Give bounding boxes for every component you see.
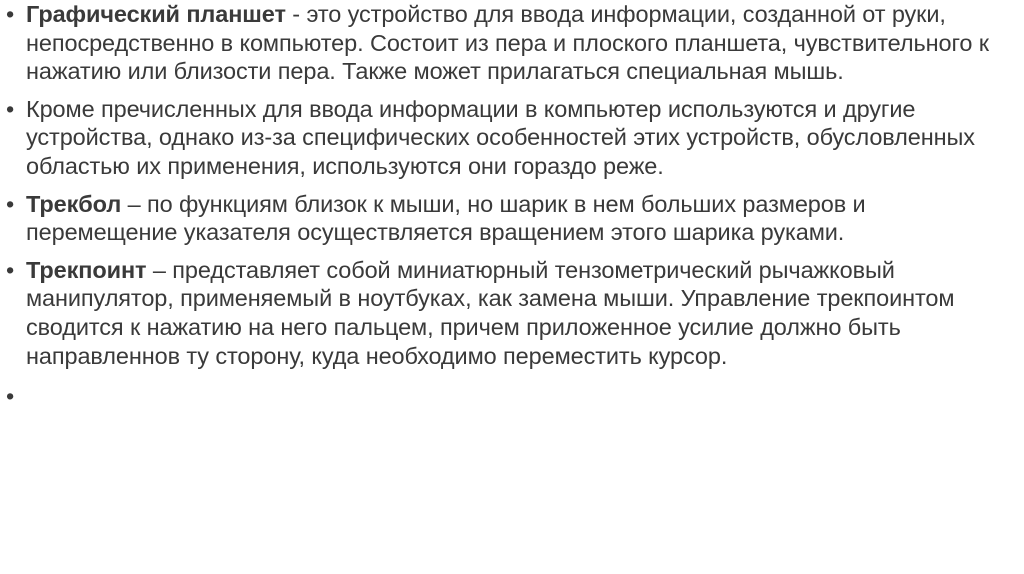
bullet-item-graphics-tablet xyxy=(4,0,1016,86)
bullet-marker: • xyxy=(6,1,15,27)
bullet-term: Трекбол xyxy=(26,190,122,217)
bullet-item-other-devices xyxy=(4,95,1016,181)
bullet-text: – представляет собой миниатюрный тензометрический рычажковый манипулятор, применяемый в ноутбуках, как замена мыши. Управление трекпоинтом сводится к нажатию на него пальцем, причем приложенное усилие должно быть направленнов ту сторону, куда необходимо переместить курсор. xyxy=(26,256,955,369)
bullet-item-trackpoint xyxy=(4,256,1016,370)
bullet-term: Трекпоинт xyxy=(26,256,147,283)
bullet-marker: • xyxy=(6,190,15,217)
bullet-text: - это устройство для ввода информации, созданной от руки, непосредственно в компьютер. Состоит из пера и плоского планшета, чувствительного к нажатию или близости пера. Также может прилагаться специальная мышь. xyxy=(26,1,989,85)
bullet-marker: • xyxy=(6,256,15,283)
bullet-term: Графический планшет xyxy=(26,1,286,27)
bullet-list xyxy=(4,0,1016,420)
bullet-text: – по функциям близок к мыши, но шарик в нем больших размеров и перемещение указателя осуществляется вращением этого шарика руками. xyxy=(26,190,866,246)
bullet-text: Кроме пречисленных для ввода информации в компьютер используются и другие устройства, однако из-за специфических особенностей этих устройств, обусловленных областью их применения, используются они гораздо реже. xyxy=(26,95,975,179)
bullet-item-trackball xyxy=(4,190,1016,247)
bullet-marker: • xyxy=(6,95,15,122)
bullet-marker: • xyxy=(6,383,15,410)
bullet-item-empty xyxy=(4,382,1016,411)
